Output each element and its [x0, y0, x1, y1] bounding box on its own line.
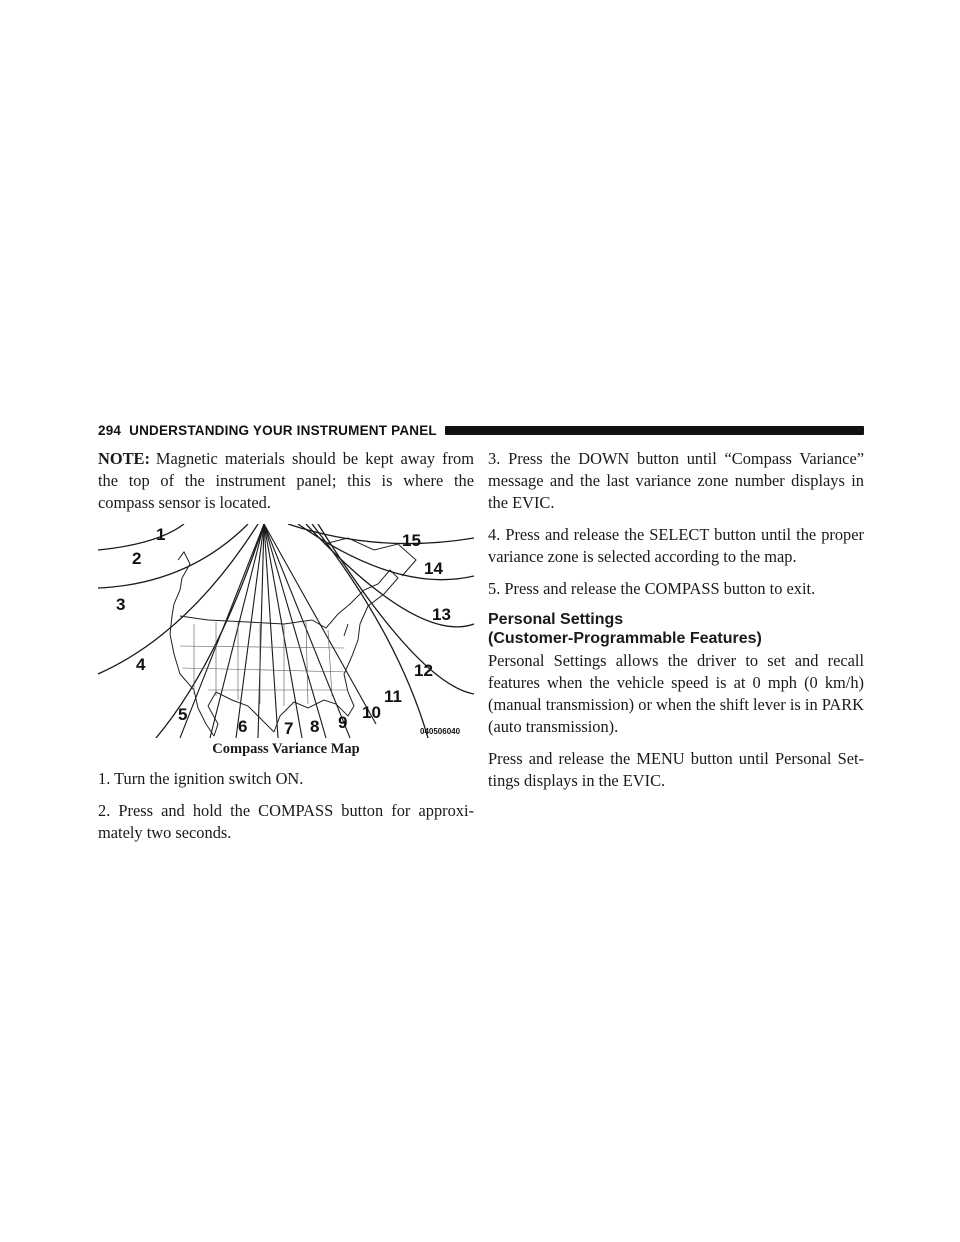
left-column — [98, 448, 474, 854]
note-label: NOTE: — [98, 449, 150, 468]
menu-instruction-paragraph: Press and release the MENU button until Personal Set- tings displays in the EVIC. — [488, 749, 864, 790]
step-3: 3. Press the DOWN button until “Compass Variance” message and the last variance zone number displays in the EVIC. — [488, 449, 864, 512]
figure-code: 040506040 — [420, 727, 461, 736]
personal-settings-paragraph: Personal Settings allows the driver to set and recall features when the vehicle speed is at 0 mph (0 km/h) (manual transmission) or when the shift lever is in PARK (auto transmission). — [488, 651, 864, 736]
zone-label: 9 — [338, 713, 348, 732]
heading-line-2: (Customer-Programmable Features) — [488, 630, 762, 647]
header-rule — [445, 426, 864, 435]
step-2: 2. Press and hold the COMPASS button for approxi- mately two seconds. — [98, 801, 474, 842]
zone-label: 11 — [384, 687, 402, 706]
step-4: 4. Press and release the SELECT button until the proper variance zone is selected according to the map. — [488, 525, 864, 566]
figure-caption: Compass Variance Map — [212, 741, 360, 757]
zone-label: 8 — [310, 717, 320, 736]
step-1: 1. Turn the ignition switch ON. — [98, 769, 304, 788]
zone-label: 6 — [238, 717, 248, 736]
right-column — [488, 448, 864, 802]
note-paragraph — [98, 448, 474, 514]
zone-label: 10 — [362, 703, 381, 722]
zone-label: 5 — [178, 705, 188, 724]
step-5: 5. Press and release the COMPASS button to exit. — [488, 579, 816, 598]
zone-label: 14 — [424, 559, 443, 578]
zone-label: 13 — [432, 605, 451, 624]
zone-label: 12 — [414, 661, 433, 680]
zone-label: 2 — [132, 549, 142, 568]
section-title: UNDERSTANDING YOUR INSTRUMENT PANEL — [129, 422, 437, 438]
heading-line-1: Personal Settings — [488, 611, 624, 628]
compass-variance-figure — [98, 524, 474, 759]
personal-settings-heading — [488, 610, 864, 648]
zone-label: 4 — [136, 655, 146, 674]
zone-label: 7 — [284, 719, 294, 738]
note-text: Magnetic materials should be kept away from the top of the instrument panel; this is where the compass sensor is located. — [98, 449, 474, 512]
compass-variance-map — [98, 524, 474, 738]
zone-label: 15 — [402, 531, 421, 550]
page-number: 294 — [98, 422, 122, 438]
zone-label: 1 — [156, 525, 166, 544]
zone-label: 3 — [116, 595, 126, 614]
page-header — [98, 419, 864, 441]
